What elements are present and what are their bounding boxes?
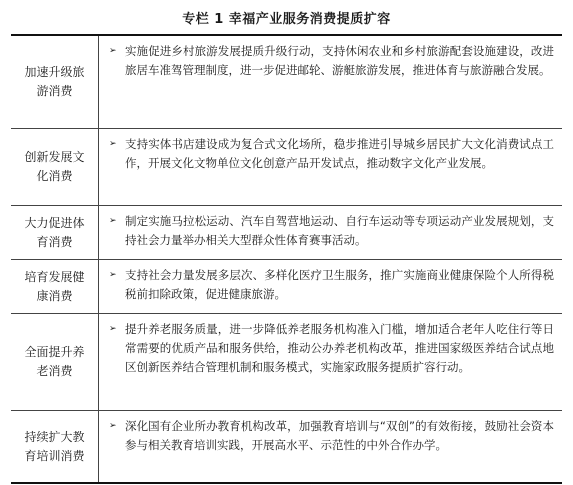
description-text: 实施促进乡村旅游发展提质升级行动，支持休闲农业和乡村旅游配套设施建设，改进旅居车准驾管理制度，进一步促进邮轮、游艇旅游发展，推进体育与旅游融合发展。: [125, 44, 554, 77]
description-cell: [99, 260, 562, 313]
description-text: 支持社会力量发展多层次、多样化医疗卫生服务，推广实施商业健康保险个人所得税税前扣除政策，促进健康旅游。: [125, 268, 554, 301]
category-cell: [11, 314, 99, 410]
description-cell: [99, 129, 562, 205]
bullet-arrow-icon: ➢: [109, 139, 117, 149]
category-cell: [11, 206, 99, 259]
table-row: [11, 206, 562, 260]
description-cell: [99, 206, 562, 259]
table-row: [11, 314, 562, 411]
description-text: 制定实施马拉松运动、汽车自驾营地运动、自行车运动等专项运动产业发展规划，支持社会力量举办相关大型群众性体育赛事活动。: [125, 214, 554, 247]
bullet-arrow-icon: ➢: [109, 324, 117, 334]
table-row: [11, 260, 562, 314]
category-cell: [11, 411, 99, 482]
category-label: 大力促进体育消费: [24, 215, 85, 249]
description-cell: [99, 411, 562, 482]
table-row: [11, 411, 562, 482]
category-label: 持续扩大教育培训消费: [24, 429, 85, 463]
description-text: 支持实体书店建设成为复合式文化场所，稳步推进引导城乡居民扩大文化消费试点工作，开展文化文物单位文化创意产品开发试点，推动数字文化产业发展。: [125, 137, 554, 170]
content-table: [11, 34, 562, 484]
description-text: 深化国有企业所办教育机构改革，加强教育培训与“双创”的有效衔接，鼓励社会资本参与相关教育培训实践，开展高水平、示范性的中外合作办学。: [125, 419, 554, 452]
bullet-arrow-icon: ➢: [109, 270, 117, 280]
category-cell: [11, 36, 99, 128]
description-cell: [99, 36, 562, 128]
bullet-arrow-icon: ➢: [109, 46, 117, 56]
table-row: [11, 129, 562, 206]
category-label: 培育发展健康消费: [24, 269, 85, 303]
bullet-arrow-icon: ➢: [109, 421, 117, 431]
category-label: 创新发展文化消费: [24, 150, 85, 183]
category-cell: [11, 260, 99, 313]
table-row: [11, 36, 562, 129]
description-cell: [99, 314, 562, 410]
bullet-arrow-icon: ➢: [109, 216, 117, 226]
category-cell: [11, 129, 99, 205]
box-title: 专栏 1 幸福产业服务消费提质扩容: [182, 12, 391, 27]
description-text: 提升养老服务质量，进一步降低养老服务机构准入门槛，增加适合老年人吃住行等日常需要的优质产品和服务供给，推动公办养老机构改革，推进国家级医养结合试点地区创新医养结合管理机制和服务模式，实施家政服务提质扩容行动。: [125, 322, 554, 374]
category-label: 全面提升养老消费: [24, 345, 85, 378]
category-label: 加速升级旅游消费: [24, 65, 85, 98]
